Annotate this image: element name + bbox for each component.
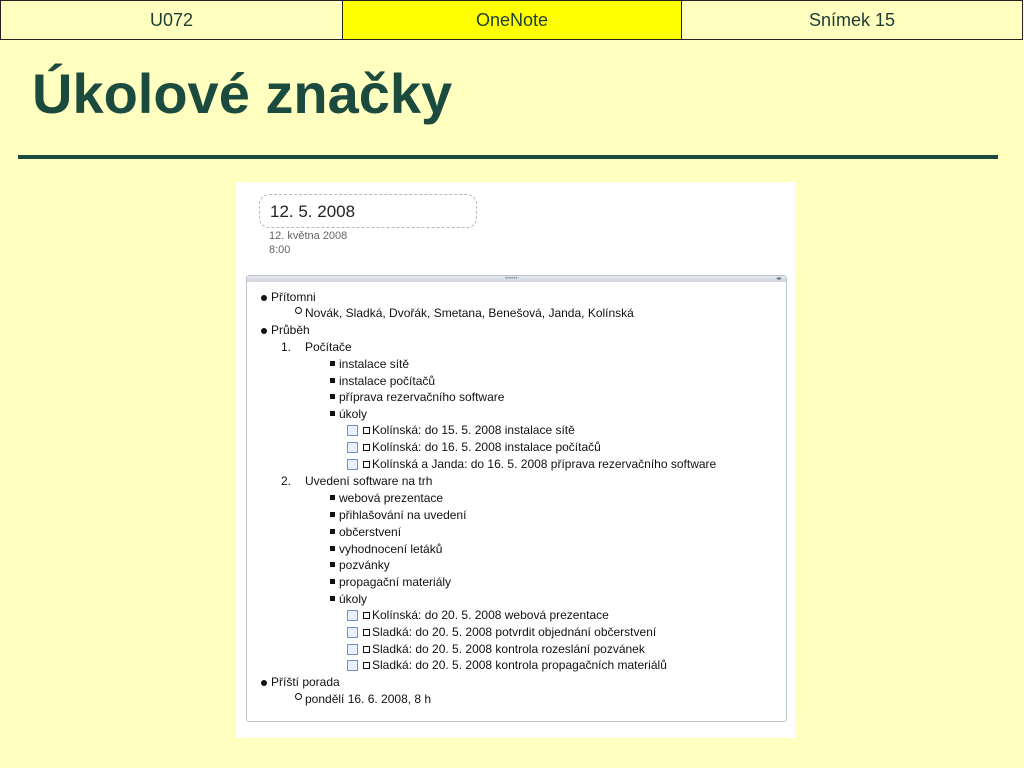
outline-attendees-label[interactable]: Přítomni [271, 290, 316, 304]
task-checkbox-icon[interactable] [347, 442, 358, 453]
checkbox-icon[interactable] [363, 444, 370, 451]
task-item[interactable]: Sladká: do 20. 5. 2008 kontrola propagačních materiálů [372, 658, 667, 672]
bullet-icon [261, 295, 267, 301]
page-title[interactable]: 12. 5. 2008 [270, 202, 356, 221]
list-item[interactable]: příprava rezervačního software [339, 390, 505, 404]
expand-arrows-icon[interactable]: ◂▸ [775, 276, 782, 282]
task-checkbox-icon[interactable] [347, 627, 358, 638]
square-bullet-icon [330, 562, 335, 567]
bullet-icon [261, 328, 267, 334]
square-bullet-icon [330, 596, 335, 601]
note-container[interactable] [246, 275, 787, 722]
task-item[interactable]: Kolínská: do 20. 5. 2008 webová prezentace [372, 608, 609, 622]
header-code: U072 [1, 1, 343, 39]
task-checkbox-icon[interactable] [347, 610, 358, 621]
list-item[interactable]: propagační materiály [339, 575, 452, 589]
drag-grip-icon[interactable]: •••••• [505, 276, 518, 282]
header-app: OneNote [343, 1, 682, 39]
section-2-label[interactable]: Uvedení software na trh [305, 474, 433, 488]
slide-header [0, 0, 1023, 40]
page-time: 8:00 [269, 244, 291, 256]
header-slide-number: Snímek 15 [808, 9, 896, 30]
bullet-icon [261, 680, 267, 686]
page-title-box[interactable] [259, 194, 477, 228]
checkbox-icon[interactable] [363, 427, 370, 434]
checkbox-icon[interactable] [363, 461, 370, 468]
list-item[interactable]: pozvánky [339, 558, 390, 572]
task-checkbox-icon[interactable] [347, 425, 358, 436]
checkbox-icon[interactable] [363, 662, 370, 669]
list-item[interactable]: občerstvení [339, 525, 402, 539]
list-item[interactable]: instalace sítě [339, 357, 410, 371]
task-checkbox-icon[interactable] [347, 644, 358, 655]
slide-title: Úkolové značky [32, 62, 453, 125]
title-divider [18, 155, 998, 159]
square-bullet-icon [330, 495, 335, 500]
outline-next-meeting-label[interactable]: Příští porada [271, 675, 340, 689]
checkbox-icon[interactable] [363, 629, 370, 636]
list-item[interactable]: vyhodnocení letáků [339, 542, 443, 556]
task-item[interactable]: Sladká: do 20. 5. 2008 potvrdit objednání občerstvení [372, 625, 657, 639]
onenote-screenshot [236, 182, 795, 738]
task-item[interactable]: Kolínská: do 15. 5. 2008 instalace sítě [372, 423, 575, 437]
section-1-label[interactable]: Počítače [305, 340, 352, 354]
square-bullet-icon [330, 394, 335, 399]
list-item[interactable]: úkoly [339, 592, 368, 606]
container-drag-bar[interactable] [247, 276, 786, 282]
checkbox-icon[interactable] [363, 612, 370, 619]
outline-attendees-list[interactable]: Novák, Sladká, Dvořák, Smetana, Benešová, Janda, Kolínská [305, 306, 634, 320]
square-bullet-icon [330, 529, 335, 534]
section-number: 1. [281, 340, 292, 354]
square-bullet-icon [330, 512, 335, 517]
task-checkbox-icon[interactable] [347, 660, 358, 671]
section-number: 2. [281, 474, 292, 488]
square-bullet-icon [330, 579, 335, 584]
task-item[interactable]: Kolínská a Janda: do 16. 5. 2008 příprava rezervačního software [372, 457, 717, 471]
task-item[interactable]: Kolínská: do 16. 5. 2008 instalace počítačů [372, 440, 601, 454]
circle-bullet-icon [295, 307, 302, 314]
square-bullet-icon [330, 378, 335, 383]
square-bullet-icon [330, 546, 335, 551]
page-date: 12. května 2008 [269, 230, 348, 242]
list-item[interactable]: úkoly [339, 407, 368, 421]
outline-progress-label[interactable]: Průběh [271, 323, 310, 337]
task-item[interactable]: Sladká: do 20. 5. 2008 kontrola rozeslání pozvánek [372, 642, 645, 656]
list-item[interactable]: webová prezentace [339, 491, 444, 505]
circle-bullet-icon [295, 693, 302, 700]
square-bullet-icon [330, 411, 335, 416]
square-bullet-icon [330, 361, 335, 366]
outline-next-meeting-date[interactable]: pondělí 16. 6. 2008, 8 h [305, 692, 432, 706]
list-item[interactable]: přihlašování na uvedení [339, 508, 467, 522]
list-item[interactable]: instalace počítačů [339, 374, 436, 388]
checkbox-icon[interactable] [363, 646, 370, 653]
task-checkbox-icon[interactable] [347, 459, 358, 470]
